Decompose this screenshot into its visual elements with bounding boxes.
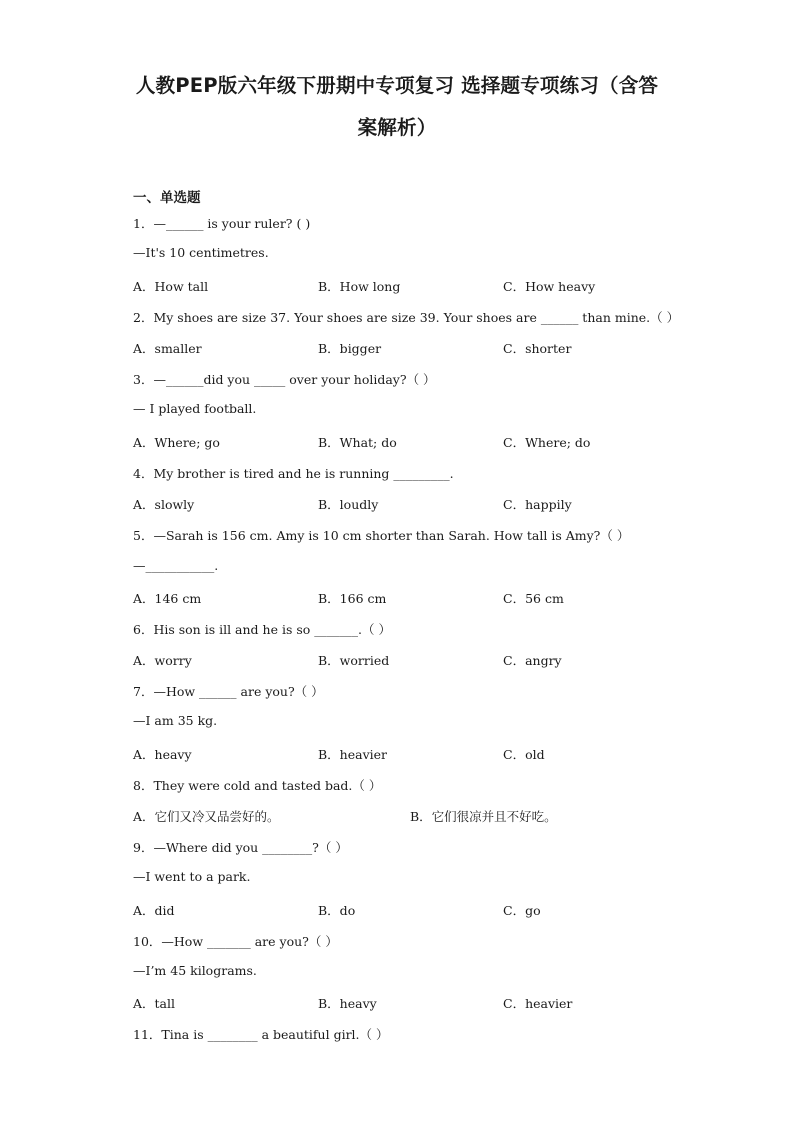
document-title-line-2: 案解析） <box>357 116 437 139</box>
question-3-dialogue: — I played football. <box>133 401 257 416</box>
question-1-option-c: C．How heavy <box>503 279 596 294</box>
question-5-option-b: B．166 cm <box>318 591 387 606</box>
question-8-option-a: A．它们又冷又品尝好的。 <box>133 809 280 824</box>
question-7-option-c: C．old <box>503 747 545 762</box>
question-3-option-b: B．What; do <box>318 435 397 450</box>
question-3-option-c: C．Where; do <box>503 435 591 450</box>
question-7-option-a: A．heavy <box>133 747 192 762</box>
question-2-option-c: C．shorter <box>503 341 572 356</box>
question-10-option-c: C．heavier <box>503 996 573 1011</box>
document-title-line-1: 人教PEP版六年级下册期中专项复习 选择题专项练习（含答 <box>135 74 659 97</box>
question-9-option-a: A．did <box>133 903 175 918</box>
question-3: 3．—______did you _____ over your holiday?（ ） <box>133 372 436 387</box>
question-7: 7．—How ______ are you?（ ） <box>133 684 324 699</box>
question-6-option-b: B．worried <box>318 653 390 668</box>
question-9: 9．—Where did you ________?（ ） <box>133 840 348 855</box>
question-10-option-b: B．heavy <box>318 996 377 1011</box>
question-1-option-a: A．How tall <box>133 279 209 294</box>
question-2-option-b: B．bigger <box>318 341 382 356</box>
question-2: 2．My shoes are size 37. Your shoes are size 39. Your shoes are ______ than mine.（ ） <box>133 310 680 325</box>
question-11: 11．Tina is ________ a beautiful girl.（ ） <box>133 1027 389 1042</box>
question-5: 5．—Sarah is 156 cm. Amy is 10 cm shorter than Sarah. How tall is Amy?（ ） <box>133 528 630 543</box>
question-10: 10．—How _______ are you?（ ） <box>133 934 338 949</box>
question-1-dialogue: —It's 10 centimetres. <box>133 245 269 260</box>
question-8: 8．They were cold and tasted bad.（ ） <box>133 778 382 793</box>
question-10-dialogue: —I’m 45 kilograms. <box>133 963 257 978</box>
question-9-option-b: B．do <box>318 903 356 918</box>
question-9-dialogue: —I went to a park. <box>133 869 251 884</box>
question-8-option-b: B．它们很凉并且不好吃。 <box>410 809 557 824</box>
section-heading: 一、单选题 <box>133 190 201 206</box>
question-6-option-a: A．worry <box>133 653 192 668</box>
question-3-option-a: A．Where; go <box>133 435 220 450</box>
question-2-option-a: A．smaller <box>133 341 202 356</box>
question-5-option-a: A．146 cm <box>133 591 202 606</box>
question-7-dialogue: —I am 35 kg. <box>133 713 218 728</box>
question-7-option-b: B．heavier <box>318 747 388 762</box>
question-4-option-c: C．happily <box>503 497 572 512</box>
question-5-dialogue: —___________. <box>133 558 219 573</box>
question-9-option-c: C．go <box>503 903 541 918</box>
question-1-option-b: B．How long <box>318 279 401 294</box>
question-5-option-c: C．56 cm <box>503 591 564 606</box>
question-1: 1．—______ is your ruler? ( ) <box>133 216 311 231</box>
question-4-option-b: B．loudly <box>318 497 379 512</box>
question-4: 4．My brother is tired and he is running _________. <box>133 466 454 481</box>
question-6: 6．His son is ill and he is so _______.（ ） <box>133 622 391 637</box>
question-6-option-c: C．angry <box>503 653 562 668</box>
question-4-option-a: A．slowly <box>133 497 195 512</box>
question-10-option-a: A．tall <box>133 996 175 1011</box>
